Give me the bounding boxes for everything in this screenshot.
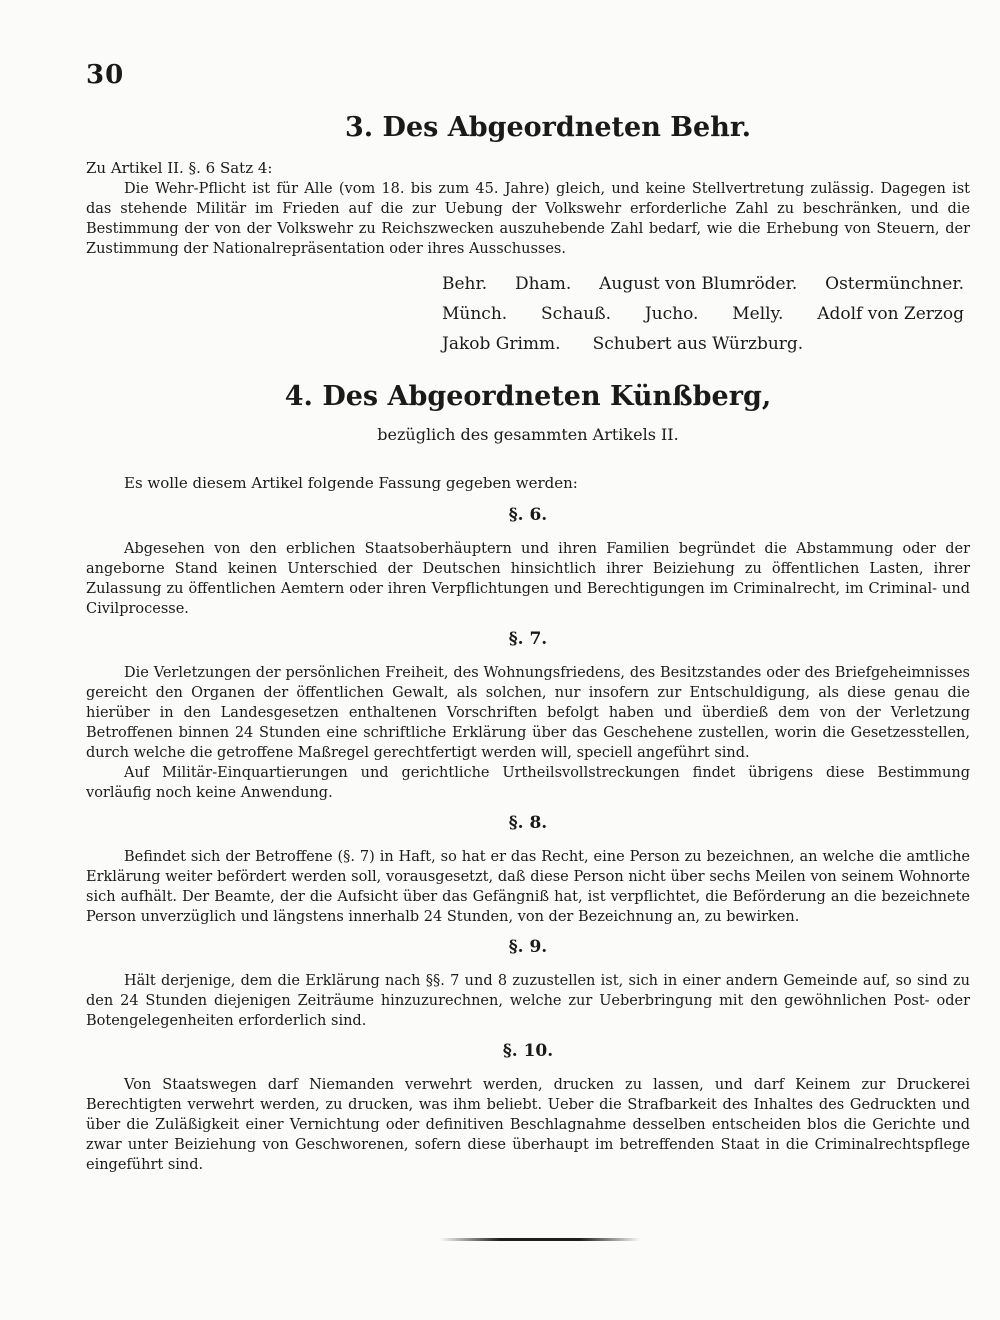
closing-rule bbox=[440, 1238, 640, 1241]
signature: Melly. bbox=[732, 304, 784, 324]
signature: Schubert aus Würzburg. bbox=[592, 334, 804, 354]
signature: Behr. bbox=[442, 274, 488, 294]
signature: Schauß. bbox=[541, 304, 611, 324]
paragraph-text: Abgesehen von den erblichen Staatsoberhäuptern und ihren Familien begründet die Abstammung oder der angeborne Stand keinen Unterschied der Deutschen hinsichtlich ihrer Beiziehung zu öffentlichen Lasten, ihrer Zulassung zu öffentlichen Aemtern oder ihren Verpflichtungen und Berechtigungen im Criminalrecht, im Criminal- und Civilprocesse. bbox=[86, 541, 970, 617]
paragraph-section-8 bbox=[86, 811, 970, 927]
signature: August von Blumröder. bbox=[599, 274, 798, 294]
paragraph-heading: §. 8. bbox=[508, 813, 548, 833]
paragraph-section-6 bbox=[86, 503, 970, 619]
signature: Jucho. bbox=[644, 304, 699, 324]
paragraph-section-10 bbox=[86, 1039, 970, 1175]
section-intro: Es wolle diesem Artikel folgende Fassung gegeben werden: bbox=[124, 474, 578, 492]
paragraph-section-7 bbox=[86, 627, 970, 803]
paragraph-heading: §. 7. bbox=[508, 629, 548, 649]
signature: Ostermünchner. bbox=[825, 274, 964, 294]
signature: Jakob Grimm. bbox=[442, 334, 561, 354]
paragraph-section-9 bbox=[86, 935, 970, 1031]
paragraph-heading: §. 10. bbox=[502, 1041, 554, 1061]
signature: Adolf von Zerzog bbox=[817, 304, 964, 324]
paragraph-text: Befindet sich der Betroffene (§. 7) in Haft, so hat er das Recht, eine Person zu bezeichnen, an welche die amtliche Erklärung weiter befördert werden soll, vorausgesetzt, daß diese Person nicht über sechs Meilen von seinem Wohnorte sich aufhält. Der Beamte, der die Aufsicht über das Gefängniß hat, ist verpflichtet, die Beförderung an die bezeichnete Person unverzüglich und längstens innerhalb 24 Stunden, von der Bezeichnung an, zu bewirken. bbox=[86, 849, 970, 925]
signature: Dham. bbox=[515, 274, 572, 294]
paragraph-heading: §. 6. bbox=[508, 505, 548, 525]
signature-block bbox=[442, 269, 970, 359]
section-subtitle: bezüglich des gesammten Artikels II. bbox=[377, 425, 679, 444]
paragraph-text: Hält derjenige, dem die Erklärung nach §§. 7 und 8 zuzustellen ist, sich in einer andern Gemeinde auf, so sind zu den 24 Stunden diejenigen Zeiträume hinzuzurechnen, welche zur Ueberbringung mit den gewöhnlichen Post- oder Botengelegenheiten erforderlich sind. bbox=[86, 973, 970, 1029]
page-number: 30 bbox=[86, 60, 125, 90]
section-title-kuenssberg: 4. Des Abgeordneten Künßberg, bbox=[284, 381, 772, 412]
signature: Münch. bbox=[442, 304, 508, 324]
page-content bbox=[86, 108, 970, 1175]
article-reference: Zu Artikel II. §. 6 Satz 4: bbox=[86, 159, 273, 177]
section-kuenssberg bbox=[86, 377, 970, 1175]
signature-line bbox=[442, 299, 970, 329]
paragraph-heading: §. 9. bbox=[508, 937, 548, 957]
section-behr bbox=[86, 108, 970, 359]
signature-line bbox=[442, 269, 970, 299]
section-behr-paragraph: Die Wehr-Pflicht ist für Alle (vom 18. bis zum 45. Jahre) gleich, und keine Stellvertretung zulässig. Dagegen ist das stehende Militär im Frieden auf die zur Uebung der Volkswehr erforderliche Zahl zu beschränken, und die Bestimmung der von der Volkswehr zu Reichszwecken auszuhebende Zahl bedarf, wie die Erhebung von Steuern, der Zustimmung der Nationalrepräsentation oder ihres Ausschusses. bbox=[86, 181, 970, 257]
paragraph-text: Von Staatswegen darf Niemanden verwehrt werden, drucken zu lassen, und darf Keinem zur Druckerei Berechtigten verwehrt werden, zu drucken, was ihm beliebt. Ueber die Strafbarkeit des Inhaltes des Gedruckten und über die Zuläßigkeit einer Vernichtung oder definitiven Beschlagnahme desselben entscheiden blos die Gerichte und zwar unter Beiziehung von Geschworenen, sofern diese überhaupt im betreffenden Staat in die Criminalrechtspflege eingeführt sind. bbox=[86, 1077, 970, 1173]
paragraph-text: Die Verletzungen der persönlichen Freiheit, des Wohnungsfriedens, des Besitzstandes oder des Briefgeheimnisses gereicht den Organen der öffentlichen Gewalt, als solchen, nur insofern zur Entschuldigung, als diese genau die hierüber in den Landesgesetzen enthaltenen Vorschriften befolgt haben und überdieß dem von der Verletzung Betroffenen binnen 24 Stunden eine schriftliche Erklärung über das Geschehene zustellen, worin die Gesetzesstellen, durch welche die getroffene Maßregel gerechtfertigt werden will, speciell angeführt sind. bbox=[86, 665, 970, 761]
section-title-behr: 3. Des Abgeordneten Behr. bbox=[344, 112, 752, 143]
signature-line bbox=[442, 329, 970, 359]
paragraph-text: Auf Militär-Einquartierungen und gerichtliche Urtheilsvollstreckungen findet übrigens diese Bestimmung vorläufig noch keine Anwendung. bbox=[86, 765, 970, 801]
